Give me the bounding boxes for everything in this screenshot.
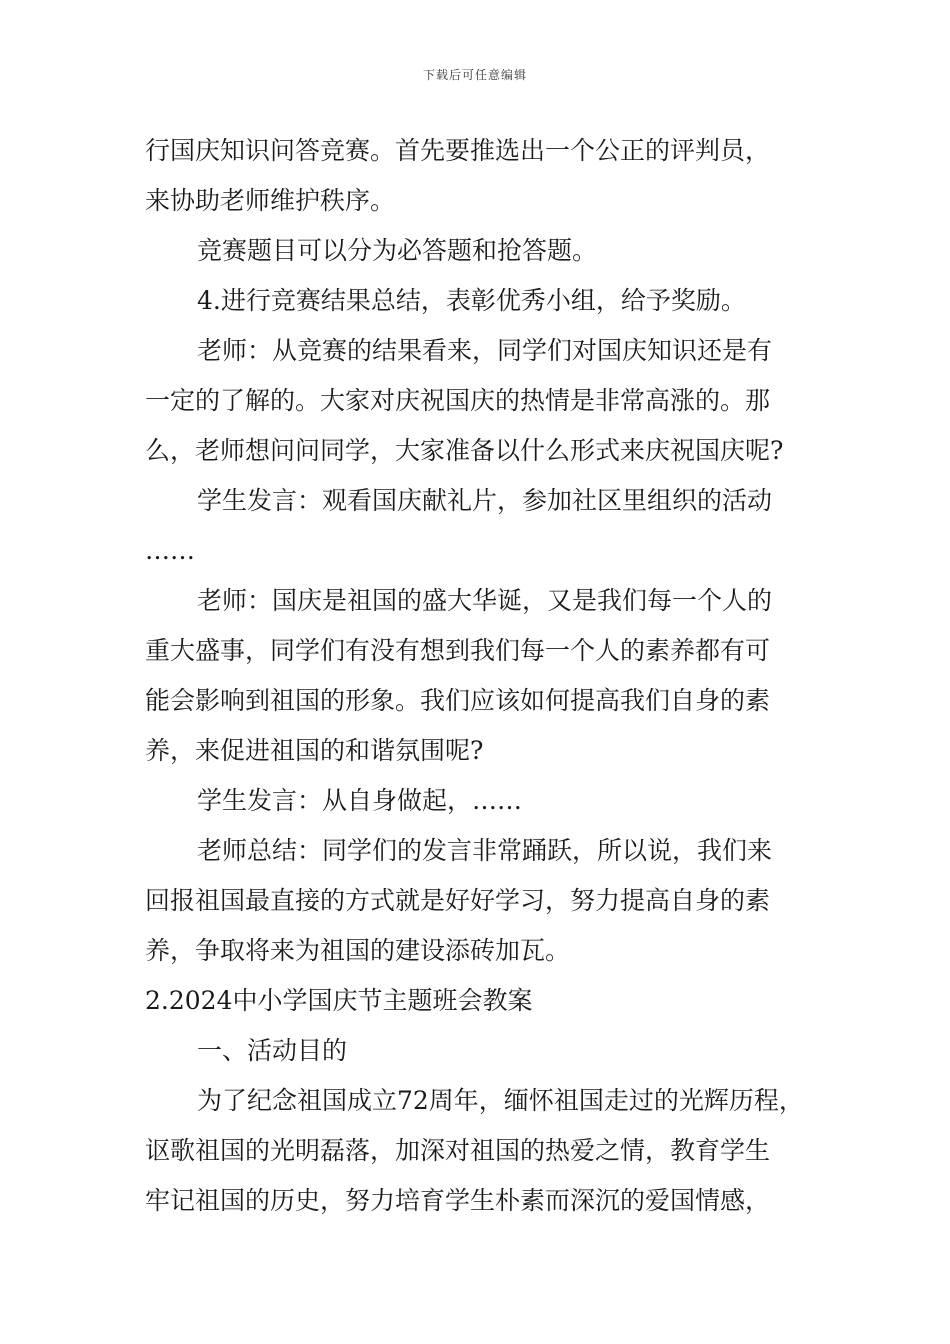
section-heading: 2.2024中小学国庆节主题班会教案 (145, 986, 533, 1015)
text-line: 学生发言：观看国庆献礼片，参加社区里组织的活动 (197, 486, 773, 515)
text-line: 老师总结：同学们的发言非常踊跃，所以说，我们来 (197, 836, 773, 865)
text-line: 重大盛事，同学们有没有想到我们每一个人的素养都有可 (145, 636, 771, 665)
text-line: …… (145, 536, 195, 565)
text-line: 能会影响到祖国的形象。我们应该如何提高我们自身的素 (145, 686, 771, 715)
text-line: 来协助老师维护秩序。 (145, 186, 396, 215)
text-line: 养，来促进祖国的和谐氛围呢? (145, 736, 484, 765)
document-body (145, 126, 815, 1226)
text-line: 老师：国庆是祖国的盛大华诞，又是我们每一个人的 (197, 586, 773, 615)
text-line: 4.进行竞赛结果总结，表彰优秀小组，给予奖励。 (197, 286, 746, 315)
text-line: 为了纪念祖国成立72周年，缅怀祖国走过的光辉历程， (197, 1086, 804, 1115)
text-line: 么，老师想问问同学，大家准备以什么形式来庆祝国庆呢? (145, 436, 784, 465)
text-line: 老师：从竞赛的结果看来，同学们对国庆知识还是有 (197, 336, 773, 365)
text-line: 竞赛题目可以分为必答题和抢答题。 (197, 236, 598, 265)
text-line: 牢记祖国的历史，努力培育学生朴素而深沉的爱国情感， (145, 1186, 771, 1215)
text-line: 行国庆知识问答竞赛。首先要推选出一个公正的评判员， (145, 136, 771, 165)
text-line: 回报祖国最直接的方式就是好好学习，努力提高自身的素 (145, 886, 771, 915)
subsection-heading: 一、活动目的 (197, 1036, 348, 1065)
text-line: 学生发言：从自身做起，…… (197, 786, 523, 815)
text-line: 一定的了解的。大家对庆祝国庆的热情是非常高涨的。那 (145, 386, 771, 415)
text-line: 讴歌祖国的光明磊落，加深对祖国的热爱之情，教育学生 (145, 1136, 771, 1165)
page-header: 下载后可任意编辑 (422, 68, 527, 82)
text-line: 养，争取将来为祖国的建设添砖加瓦。 (145, 936, 571, 965)
